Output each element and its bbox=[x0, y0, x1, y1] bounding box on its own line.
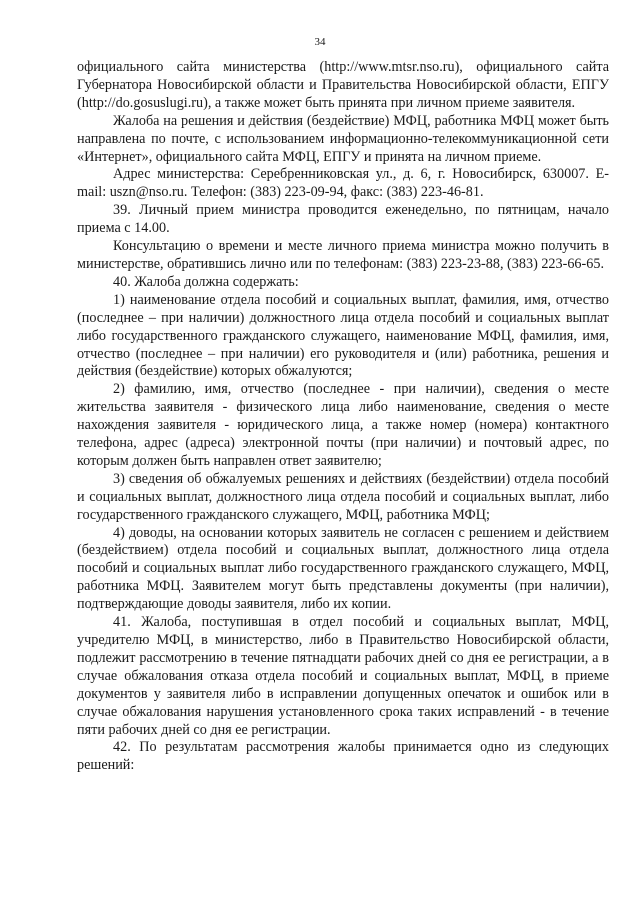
paragraph-continuation: официального сайта министерства (http://www.mtsr.nso.ru), официального сайта Губернатора Новосибирской области и Правительства Новосибирской области, ЕПГУ (http://do.gosuslugi.ru), а также может быть принята при личном приеме заявителя. bbox=[77, 59, 609, 111]
paragraph-41-review-period: 41. Жалоба, поступившая в отдел пособий и социальных выплат, МФЦ, учредителю МФЦ, в министерство, либо в Правительство Новосибирской области, подлежит рассмотрению в течение пятнадцати рабочих дней со дня ее регистрации, а в случае обжалования отказа отдела пособий и социальных выплат, МФЦ, в приеме документов у заявителя либо в исправлении допущенных опечаток и ошибок или в случае обжалования нарушения установленного срока таких исправлений - в течение пяти рабочих дней со дня ее регистрации. bbox=[77, 614, 609, 738]
paragraph-consultation: Консультацию о времени и месте личного приема министра можно получить в министерстве, обратившись лично или по телефонам: (383) 223-23-88, (383) 223-66-65. bbox=[77, 238, 609, 272]
paragraph-42-decisions: 42. По результатам рассмотрения жалобы принимается одно из следующих решений: bbox=[77, 739, 609, 774]
paragraph-40-item-2: 2) фамилию, имя, отчество (последнее - при наличии), сведения о месте жительства заявителя - физического лица либо наименование, сведения о месте нахождения заявителя - юридического лица, а также номер (номера) контактного телефона, адрес (адреса) электронной почты (при наличии) и почтовый адрес, по которым должен быть направлен ответ заявителю; bbox=[77, 381, 609, 469]
paragraph-40-heading: 40. Жалоба должна содержать: bbox=[113, 273, 299, 290]
paragraph-40-item-1: 1) наименование отдела пособий и социальных выплат, фамилия, имя, отчество (последнее – при наличии) должностного лица отдела пособий и социальных выплат либо государственного гражданского служащего, наименование МФЦ, фамилия, имя, отчество (последнее – при наличии) его руководителя и (или) работника, решения и действия (бездействие) которых обжалуются; bbox=[77, 291, 609, 380]
page-number: 34 bbox=[314, 36, 326, 48]
paragraph-40-item-4: 4) доводы, на основании которых заявитель не согласен с решением и действием (бездействием) отдела пособий и социальных выплат, должностного лица отдела пособий и социальных выплат либо государственного гражданского служащего, МФЦ, работника МФЦ. Заявителем могут быть представлены документы (при наличии), подтверждающие доводы заявителя, либо их копии. bbox=[77, 524, 609, 613]
paragraph-40-item-3: 3) сведения об обжалуемых решениях и действиях (бездействии) отдела пособий и социальных выплат, должностного лица отдела пособий и социальных выплат, либо государственного гражданского служащего, МФЦ, работника МФЦ; bbox=[77, 470, 609, 523]
paragraph-39-personal-reception: 39. Личный прием министра проводится еженедельно, по пятницам, начало приема с 14.00. bbox=[77, 202, 609, 237]
paragraph-mfc-complaint: Жалоба на решения и действия (бездействие) МФЦ, работника МФЦ может быть направлена по почте, с использованием информационно-телекоммуникационной сети «Интернет», официального сайта МФЦ, ЕПГУ и принята на личном приеме. bbox=[77, 112, 609, 165]
document-body bbox=[77, 59, 609, 775]
paragraph-ministry-address: Адрес министерства: Серебренниковская ул., д. 6, г. Новосибирск, 630007. E-mail: uszn@nso.ru. Телефон: (383) 223-09-94, факс: (383) 223-46-81. bbox=[77, 166, 609, 201]
